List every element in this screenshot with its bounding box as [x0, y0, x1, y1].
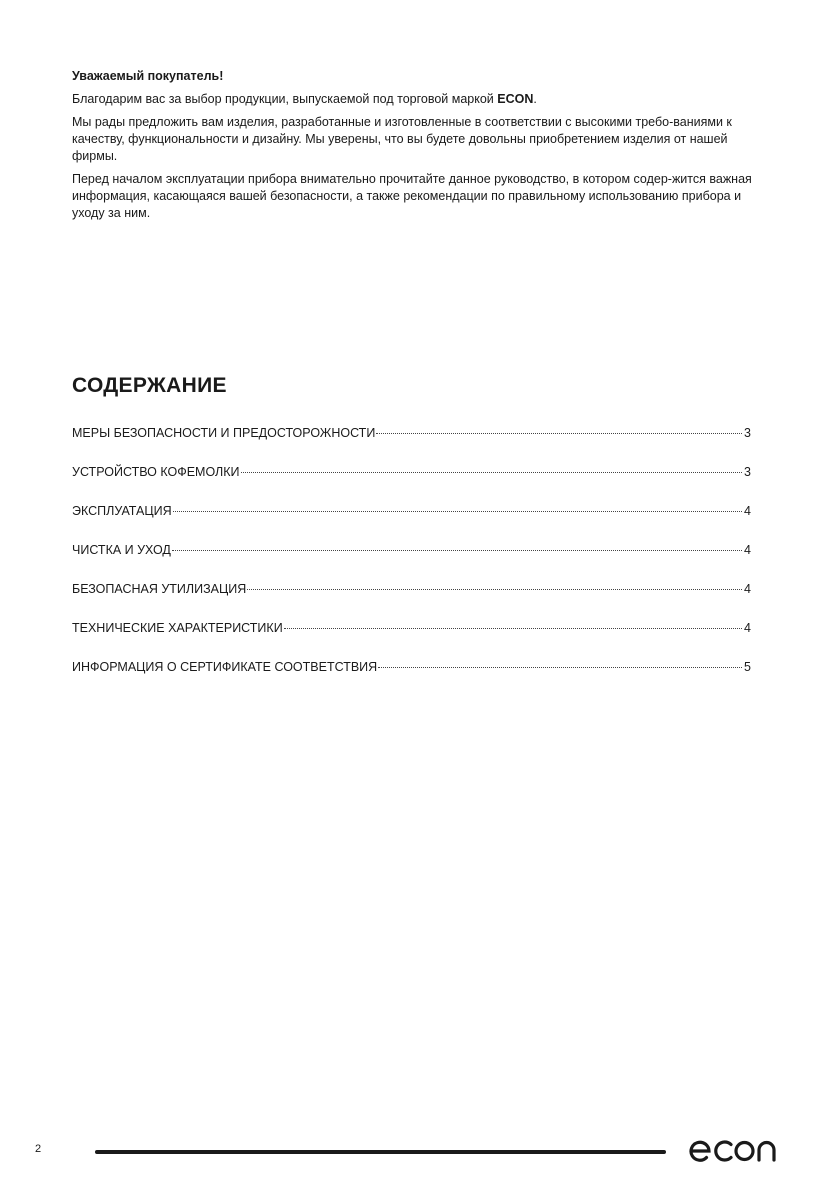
footer-divider: [95, 1150, 666, 1154]
toc-item-label: БЕЗОПАСНАЯ УТИЛИЗАЦИЯ: [72, 582, 247, 596]
toc-item[interactable]: [72, 582, 751, 621]
thanks-text: Благодарим вас за выбор продукции, выпускаемой под торговой маркой: [72, 92, 498, 106]
toc-item-page: 4: [744, 582, 751, 596]
toc-item[interactable]: [72, 465, 751, 504]
toc-item[interactable]: [72, 504, 751, 543]
toc-item-label: УСТРОЙСТВО КОФЕМОЛКИ: [72, 465, 240, 479]
toc-item-label: ЭКСПЛУАТАЦИЯ: [72, 504, 172, 518]
intro-section: [72, 68, 772, 228]
intro-paragraph-3: Перед началом эксплуатации прибора внимательно прочитайте данное руководство, в котором содер-жится важная информация, касающаяся вашей безопасности, а также рекомендации по правильному использованию прибора и уходу за ним.: [72, 172, 752, 220]
toc-item-label: ТЕХНИЧЕСКИЕ ХАРАКТЕРИСТИКИ: [72, 621, 283, 635]
toc-item[interactable]: [72, 543, 751, 582]
greeting: Уважаемый покупатель!: [72, 69, 224, 83]
toc-item-page: 4: [744, 543, 751, 557]
toc-dot-leader: [284, 628, 742, 629]
toc-item-page: 5: [744, 660, 751, 674]
table-of-contents: [72, 426, 751, 699]
brand-name: ECON: [497, 92, 534, 106]
econ-logo: [688, 1133, 782, 1167]
toc-dot-leader: [247, 589, 742, 590]
toc-item-page: 3: [744, 426, 751, 440]
toc-item-page: 4: [744, 504, 751, 518]
toc-item[interactable]: [72, 621, 751, 660]
page-number: 2: [35, 1143, 42, 1155]
toc-dot-leader: [172, 550, 742, 551]
thanks-paragraph: [72, 91, 772, 108]
toc-dot-leader: [241, 472, 743, 473]
toc-title: СОДЕРЖАНИЕ: [72, 374, 227, 397]
toc-dot-leader: [173, 511, 742, 512]
intro-paragraph-2: Мы рады предложить вам изделия, разработанные и изготовленные в соответствии с высокими требо-ваниями к качеству, функциональности и дизайну. Мы уверены, что вы будете довольны приобретением изделия от нашей фирмы.: [72, 115, 732, 163]
toc-item-label: ЧИСТКА И УХОД: [72, 543, 171, 557]
toc-item-label: ИНФОРМАЦИЯ О СЕРТИФИКАТЕ СООТВЕТСТВИЯ: [72, 660, 378, 674]
toc-dot-leader: [376, 433, 742, 434]
toc-item-page: 4: [744, 621, 751, 635]
thanks-suffix: .: [533, 92, 537, 106]
toc-item[interactable]: [72, 426, 751, 465]
toc-item-label: МЕРЫ БЕЗОПАСНОСТИ И ПРЕДОСТОРОЖНОСТИ: [72, 426, 376, 440]
toc-item-page: 3: [744, 465, 751, 479]
toc-dot-leader: [378, 667, 742, 668]
toc-item[interactable]: [72, 660, 751, 699]
